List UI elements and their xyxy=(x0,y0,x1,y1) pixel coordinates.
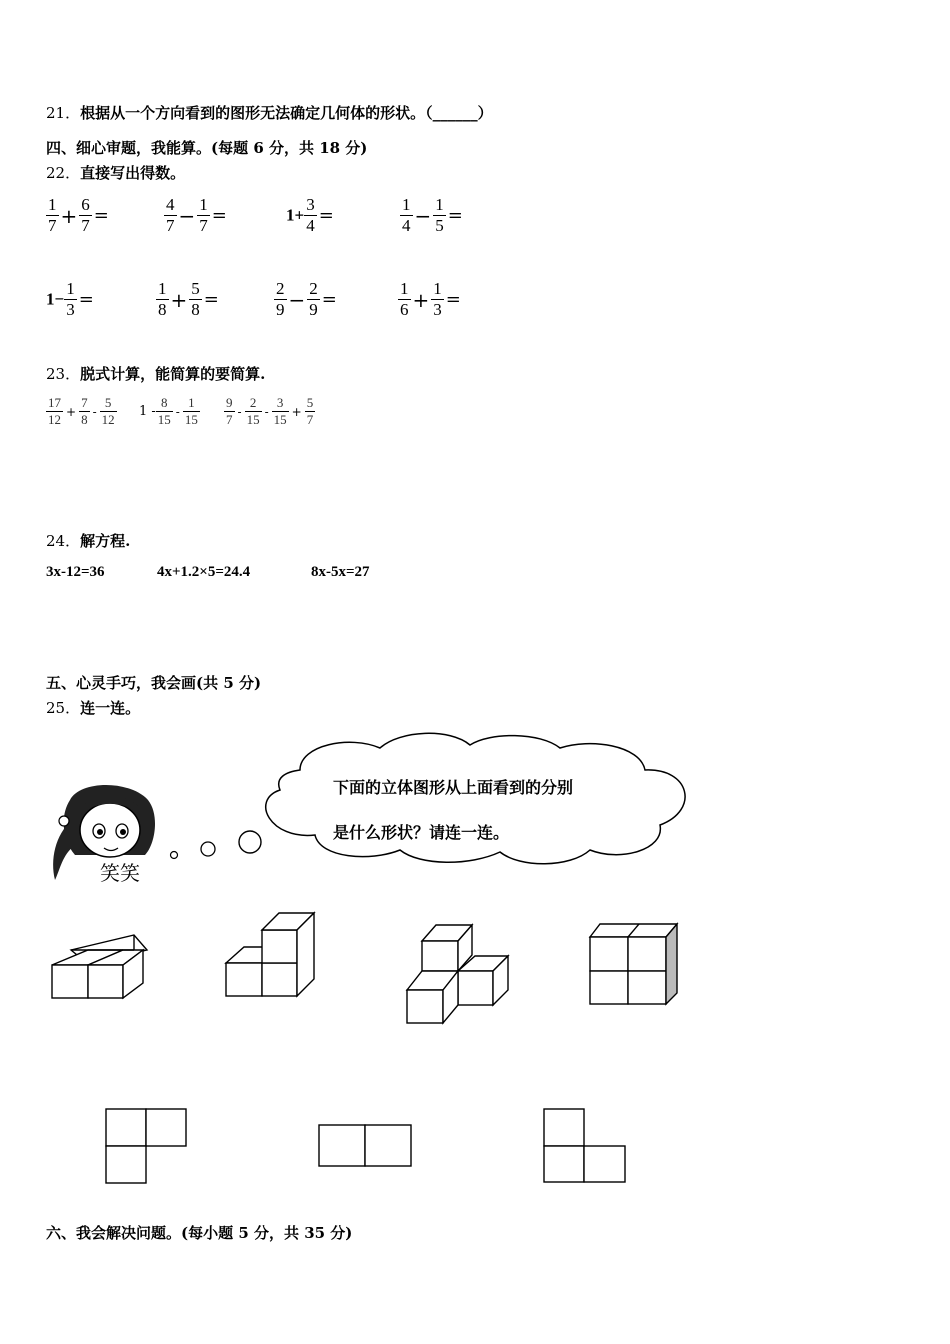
question-number: 23． xyxy=(46,365,81,383)
fraction: $\frac{1}{6}$ xyxy=(400,279,409,319)
calc-item: $\frac{1}{6}$ + $\frac{1}{3}$ = xyxy=(400,279,461,319)
thought-cloud xyxy=(266,733,685,863)
question-number: 21． xyxy=(46,104,81,122)
section-4-title: 四、细心审题，我能算。(每题 6 分，共 18 分) xyxy=(46,139,368,157)
section-6-title: 六、我会解决问题。(每小题 5 分，共 35 分) xyxy=(46,1224,353,1242)
question-number: 22． xyxy=(46,164,81,182)
fraction: $\frac{2}{9}$ xyxy=(309,279,318,319)
top-view-shape-3 xyxy=(544,1109,625,1182)
bubble-text-line1: 下面的立体图形从上面看到的分别 xyxy=(333,778,574,797)
fraction: $\frac{1}{3}$ xyxy=(433,279,442,319)
question-text: 根据从一个方向看到的图形无法确定几何体的形状。（______） xyxy=(80,104,493,122)
equation-3: 8x-5x=27 xyxy=(311,564,370,580)
fraction: $\frac{1}{4}$ xyxy=(402,195,411,235)
equation-1: 3x-12=36 xyxy=(46,564,105,580)
fraction: $\frac{2}{9}$ xyxy=(276,279,285,319)
calc-item: 1− $\frac{1}{3}$ = xyxy=(46,279,94,319)
expression-3: $\frac{9}{7}$ - $\frac{2}{15}$ - $\frac{3}{15}$ + $\frac{5}{7}$ xyxy=(226,395,314,427)
equation-2: 4x+1.2×5=24.4 xyxy=(157,564,251,580)
calc-item: $\frac{2}{9}$ − $\frac{2}{9}$ = xyxy=(276,279,337,319)
question-text: 解方程. xyxy=(80,532,131,550)
calc-item: $\frac{1}{8}$ + $\frac{5}{8}$ = xyxy=(158,279,219,319)
bubble-text-line2: 是什么形状？请连一连。 xyxy=(333,823,510,842)
question-text: 连一连。 xyxy=(80,699,141,717)
solid-figure-3 xyxy=(407,925,508,1023)
calc-item: $\frac{1}{7}$ + $\frac{6}{7}$ = xyxy=(48,195,109,235)
thought-dot-large xyxy=(239,831,261,853)
expression-1: $\frac{17}{12}$ + $\frac{7}{8}$ - $\frac{5}{12}$ xyxy=(48,395,115,427)
fraction: $\frac{1}{3}$ xyxy=(66,279,75,319)
character-label: 笑笑 xyxy=(100,861,140,885)
question-number: 25． xyxy=(46,699,81,717)
fraction: $\frac{1}{7}$ xyxy=(48,195,57,235)
fraction: $\frac{1}{8}$ xyxy=(158,279,167,319)
solid-figure-2 xyxy=(226,913,314,996)
thought-dot-small xyxy=(171,852,178,859)
calc-item: $\frac{1}{4}$ − $\frac{1}{5}$ = xyxy=(402,195,463,235)
calc-item: 1+ $\frac{3}{4}$ = xyxy=(286,195,334,235)
fraction: $\frac{1}{7}$ xyxy=(199,195,208,235)
question-text: 直接写出得数。 xyxy=(80,164,186,182)
question-number: 24． xyxy=(46,532,81,550)
fraction: $\frac{4}{7}$ xyxy=(166,195,175,235)
fraction: $\frac{3}{4}$ xyxy=(306,195,315,235)
solid-figure-4 xyxy=(590,924,677,1004)
expression-2: 1 - $\frac{8}{15}$ - $\frac{1}{15}$ xyxy=(139,395,198,427)
top-view-shape-2 xyxy=(319,1125,411,1166)
fraction: $\frac{1}{5}$ xyxy=(435,195,444,235)
top-view-shape-1 xyxy=(106,1109,186,1183)
fraction: $\frac{6}{7}$ xyxy=(81,195,90,235)
fraction: $\frac{5}{8}$ xyxy=(191,279,200,319)
section-5-title: 五、心灵手巧，我会画(共 5 分) xyxy=(46,674,262,692)
calc-item: $\frac{4}{7}$ − $\frac{1}{7}$ = xyxy=(166,195,227,235)
solid-figure-1 xyxy=(52,935,147,998)
thought-dot-medium xyxy=(201,842,215,856)
question-text: 脱式计算，能简算的要简算. xyxy=(80,365,266,383)
